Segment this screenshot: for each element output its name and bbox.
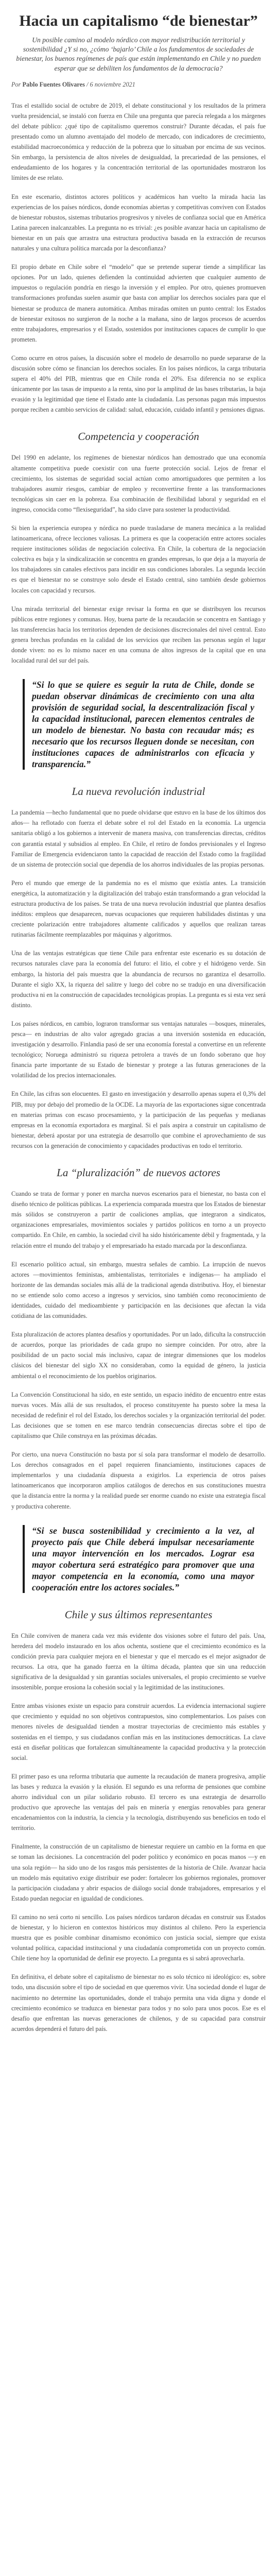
paragraph: El camino no será corto ni sencillo. Los países nórdicos tardaron décadas en construir sus Estados de bienestar, y lo hicieron en contextos históricos muy distintos al chileno. Pero la experiencia muestra que es posible combinar dinamismo económico con justicia social, siempre que exista voluntad política, capacidad institucional y una ciudadanía comprometida con un proyecto común. Chile tiene hoy la oportunidad de definir ese proyecto. La pregunta es si sabrá aprovecharla. [11,1913,266,1962]
body-block-1 [11,100,266,415]
body-block-4 [11,1189,266,1512]
paragraph: Una mirada territorial del bienestar exige revisar la forma en que se distribuyen los recursos públicos entre regiones y comunas. Hoy, buena parte de la recaudación se concentra en Santiago y las transferencias hacia los territorios dependen de decisiones discrecionales del nivel central. Esto genera brechas profundas en la calidad de los servicios que reciben las personas según el lugar donde viven: no es lo mismo nacer en una comuna de altos ingresos de la capital que en una localidad rural del sur del país. [11,605,266,665]
section-heading-actores: La “pluralización” de nuevos actores [57,1166,220,1179]
paragraph: En Chile conviven de manera cada vez más evidente dos visiones sobre el futuro del país. Una, heredera del modelo instaurado en los años ochenta, sostiene que el crecimiento económico es la condición previa para cualquier mejora en el bienestar y que el mercado es el mejor asignador de recursos. La otra, que ha ganado fuerza en la última década, plantea que sin una reducción significativa de la desigualdad y sin garantías sociales universales, el propio crecimiento se vuelve insostenible, porque erosiona la cohesión social y la legitimidad de las instituciones. [11,1632,266,1691]
article-byline [11,80,266,89]
body-block-3 [11,807,266,1151]
byline-label: Por [11,80,21,88]
paragraph: El primer paso es una reforma tributaria que aumente la recaudación de manera progresiva, amplíe las bases y reduzca la evasión y la elusión. El segundo es una reforma de pensiones que combine ahorro individual con un pilar solidario robusto. El tercero es una estrategia de desarrollo productivo que aproveche las ventajas del país en minería y energías renovables para generar encadenamientos con la industria, la ciencia y la tecnología, distribuyendo sus beneficios en todo el territorio. [11,1772,266,1832]
paragraph: Una de las ventajas estratégicas que tiene Chile para enfrentar este escenario es su dotación de recursos naturales clave para la economía del futuro: el litio, el cobre y el hidrógeno verde. Sin embargo, la historia del país muestra que la abundancia de recursos no garantiza el desarrollo. Durante el siglo XX, la riqueza del salitre y luego del cobre no se tradujo en una diversificación productiva ni en la construcción de capacidades tecnológicas propias. La pregunta es si esta vez será distinto. [11,950,266,1009]
paragraph: Finalmente, la construcción de un capitalismo de bienestar requiere un cambio en la forma en que se toman las decisiones. La concentración del poder político y económico en pocas manos —y en una sola región— ha sido uno de los rasgos más persistentes de la historia de Chile. Avanzar hacia un modelo más equitativo exige distribuir ese poder: fortalecer los gobiernos regionales, promover la participación ciudadana y abrir espacios de diálogo social donde trabajadores, empresarios y el Estado puedan negociar en igualdad de condiciones. [11,1843,266,1902]
paragraph: En Chile, las cifras son elocuentes. El gasto en investigación y desarrollo apenas supera el 0,3% del PIB, muy por debajo del promedio de la OCDE. La mayoría de las exportaciones sigue concentrada en materias primas con escaso procesamiento, y la participación de las pequeñas y medianas empresas en la economía exportadora es marginal. Si el país aspira a construir un capitalismo de bienestar, deberá apostar por una estrategia de desarrollo que combine el aprovechamiento de sus recursos con la generación de conocimiento y capacidades productivas en todo el territorio. [11,1090,266,1149]
section-heading-competencia: Competencia y cooperación [78,430,199,443]
paragraph: Si bien la experiencia europea y nórdica no puede trasladarse de manera mecánica a la realidad latinoamericana, ofrece lecciones valiosas. La primera es que la cooperación entre actores sociales requiere instituciones sólidas de negociación colectiva. En Chile, la cobertura de la negociación colectiva es baja y la sindicalización se concentra en grandes empresas, lo que deja a la mayoría de los trabajadores sin canales efectivos para incidir en sus condiciones laborales. La segunda lección es que el bienestar no se construye solo desde el Estado central, sino también desde gobiernos locales con capacidad y recursos. [11,524,266,594]
paragraph: Entre ambas visiones existe un espacio para construir acuerdos. La evidencia internacional sugiere que crecimiento y equidad no son objetivos contrapuestos, sino complementarios. Los países con menores niveles de desigualdad tienden a mostrar trayectorias de crecimiento más estables y sostenidas en el tiempo, y sus ciudadanos confían más en las instituciones democráticas. La clave está en diseñar políticas que fortalezcan simultáneamente la capacidad productiva y la protección social. [11,1702,266,1761]
section-heading-revolucion: La nueva revolución industrial [72,785,205,798]
paragraph: Cuando se trata de formar y poner en marcha nuevos escenarios para el bienestar, no basta con el diseño técnico de políticas públicas. La experiencia comparada muestra que los Estados de bienestar más sólidos se construyeron a partir de coaliciones amplias, que integraron a sindicatos, organizaciones empresariales, movimientos sociales y partidos políticos en torno a un proyecto compartido. En Chile, en cambio, la sociedad civil ha sido históricamente débil y fragmentada, y la relación entre el mundo del trabajo y el empresariado ha estado marcada por la desconfianza. [11,1190,266,1249]
paragraph: El escenario político actual, sin embargo, muestra señales de cambio. La irrupción de nuevos actores —movimientos feministas, ambientalistas, territoriales e indígenas— ha ampliado el horizonte de las demandas sociales más allá de la tradicional agenda distributiva. Hoy, el bienestar no se entiende solo como acceso a ingresos y servicios, sino también como reconocimiento de identidades, cuidado del medioambiente y participación en las decisiones que afectan la vida cotidiana de las comunidades. [11,1260,266,1320]
article-lede: Un posible camino al modelo nórdico con mayor redistribución territorial y sostenibilidad ¿Y si no, ¿cómo ‘bajarlo’ Chile a los fundamentos de sociedades de bienestar, los buenos regímenes de país que están implementando en Chile y no pueden esperar que se debiliten los fundamentos de la democracia? [16,36,261,72]
paragraph: El propio debate en Chile sobre el “modelo” que se pretende superar tiende a simplificar las opciones. Por un lado, quienes defienden la continuidad advierten que cualquier aumento de impuestos o regulación pondría en riesgo la inversión y el empleo. Por otro, quienes promueven transformaciones profundas suelen asumir que basta con ampliar los derechos sociales para que el bienestar se produzca de manera automática. Ambas miradas omiten un punto central: los Estados de bienestar exitosos no surgieron de la noche a la mañana, sino de largos procesos de acuerdos entre trabajadores, empresarios y el Estado, sostenidos por instituciones capaces de cumplir lo que prometen. [11,263,266,343]
paragraph: Como ocurre en otros países, la discusión sobre el modelo de desarrollo no puede separarse de la discusión sobre cómo se financian los derechos sociales. En los países nórdicos, la carga tributaria supera el 40% del PIB, mientras que en Chile ronda el 20%. Esa diferencia no se explica únicamente por las tasas de impuesto a la renta, sino por la amplitud de las bases tributarias, la baja evasión y la legitimidad que tiene el Estado ante la ciudadanía. Las personas pagan más impuestos porque reciben a cambio servicios de calidad: salud, educación, cuidado infantil y pensiones dignas. [11,354,266,414]
paragraph: La Convención Constitucional ha sido, en este sentido, un espacio inédito de encuentro entre estas nuevas voces. Más allá de sus resultados, el proceso constituyente ha puesto sobre la mesa la necesidad de redefinir el rol del Estado, los derechos sociales y la organización territorial del poder. Las decisiones que se tomen en ese marco tendrán consecuencias directas sobre el tipo de capitalismo que Chile construya en las próximas décadas. [11,1391,266,1439]
body-block-2 [11,452,266,666]
article-title: Hacia un capitalismo “de bienestar” [19,12,258,29]
section-heading-chile: Chile y sus últimos representantes [64,1608,213,1621]
pull-quote-1: “Si lo que se quiere es seguir la ruta de Chile, donde se puedan observar dinámicas de crecimiento con una alta provisión de seguridad social, la descentralización fiscal y la capacidad institucional, parecen elementos centrales de un modelo de bienestar. No basta con recaudar más; es necesario que los recursos lleguen donde se necesitan, con instituciones capaces de administrarlos con eficacia y transparencia.” [23,679,254,770]
paragraph: En este escenario, distintos actores políticos y académicos han vuelto la mirada hacia las experiencias de los países nórdicos, donde economías abiertas y competitivas conviven con Estados de bienestar robustos, sistemas tributarios progresivos y niveles de confianza social que en América Latina parecen inalcanzables. La pregunta no es trivial: ¿es posible avanzar hacia un capitalismo de bienestar en un país que arrastra una estructura productiva basada en la extracción de recursos naturales y una cultura política marcada por la desconfianza? [11,193,266,252]
paragraph: Por cierto, una nueva Constitución no basta por sí sola para transformar el modelo de desarrollo. Los derechos consagrados en el papel requieren financiamiento, instituciones capaces de implementarlos y una ciudadanía dispuesta a exigirlos. La experiencia de otros países latinoamericanos que incorporaron amplios catálogos de derechos en sus constituciones muestra que la distancia entre la norma y la realidad puede ser enorme cuando no existe una estrategia fiscal y productiva coherente. [11,1451,266,1510]
paragraph: Los países nórdicos, en cambio, lograron transformar sus ventajas naturales —bosques, minerales, pesca— en industrias de alto valor agregado gracias a una inversión sostenida en educación, investigación y desarrollo. Finlandia pasó de ser una economía forestal a convertirse en un referente tecnológico; Noruega administró su riqueza petrolera a través de un fondo soberano que hoy financia parte importante de su Estado de bienestar y protege a las futuras generaciones de la volatilidad de los precios internacionales. [11,1020,266,1079]
paragraph: Tras el estallido social de octubre de 2019, el debate constitucional y los resultados de la primera vuelta presidencial, se instaló con fuerza en Chile una pregunta que parecía relegada a los márgenes del debate público: ¿qué tipo de capitalismo queremos construir? Durante décadas, el país fue presentado como un alumno aventajado del modelo de mercado, con indicadores de crecimiento, estabilidad macroeconómica y reducción de la pobreza que lo situaban por encima de sus vecinos. Sin embargo, la persistencia de altos niveles de desigualdad, la precariedad de las pensiones, el endeudamiento de los hogares y la concentración territorial de las oportunidades mostraron los límites de ese relato. [11,101,266,182]
paragraph: Pero el mundo que emerge de la pandemia no es el mismo que existía antes. La transición energética, la automatización y la digitalización del trabajo están transformando a gran velocidad la estructura productiva de los países. Se trata de una nueva revolución industrial que plantea desafíos inéditos: empleos que desaparecen, nuevas ocupaciones que requieren habilidades distintas y una creciente polarización entre trabajadores altamente calificados y aquellos que realizan tareas rutinarias fácilmente reemplazables por máquinas y algoritmos. [11,879,266,939]
paragraph: La pandemia —hecho fundamental que no puede olvidarse que estuvo en la base de los últimos dos años— ha reflotado con fuerza el debate sobre el rol del Estado en la economía. La urgencia sanitaria obligó a los gobiernos a intervenir de manera masiva, con transferencias directas, créditos con garantía estatal y subsidios al empleo. En Chile, el retiro de fondos previsionales y el Ingreso Familiar de Emergencia evidenciaron tanto la capacidad de reacción del Estado como la fragilidad de un sistema de protección social que dependía de los ahorros individuales de las propias personas. [11,809,266,868]
paragraph: Esta pluralización de actores plantea desafíos y oportunidades. Por un lado, dificulta la construcción de acuerdos, porque las prioridades de cada grupo no siempre coinciden. Por otro, abre la posibilidad de un pacto social más inclusivo, capaz de integrar dimensiones que los modelos clásicos del bienestar del siglo XX no consideraban, como la equidad de género, la justicia ambiental o el reconocimiento de los pueblos originarios. [11,1331,266,1380]
pull-quote-2: “Si se busca sostenibilidad y crecimiento a la vez, al proyecto país que Chile deberá impulsar necesariamente una mayor intervención en los mercados. Lograr esa mayor cobertura será estratégico para promover que una mayor competencia en la economía, como una mayor cooperación entre los actores sociales.” [23,1525,254,1593]
body-block-5 [11,1631,266,2034]
paragraph: Del 1990 en adelante, los regímenes de bienestar nórdicos han demostrado que una economía altamente competitiva puede coexistir con una fuerte protección social. Lejos de frenar el crecimiento, los sistemas de seguridad social actúan como amortiguadores que permiten a los trabajadores asumir riesgos, cambiar de empleo y reconvertirse frente a las transformaciones tecnológicas sin caer en la pobreza. Esa combinación de flexibilidad laboral y seguridad en el ingreso, conocida como “flexiseguridad”, ha sido clave para sostener la productividad. [11,454,266,513]
paragraph: En definitiva, el debate sobre el capitalismo de bienestar no es solo técnico ni ideológico: es, sobre todo, una discusión sobre el tipo de sociedad en que queremos vivir. Una sociedad donde el lugar de nacimiento no determine las oportunidades, donde el trabajo permita una vida digna y donde el crecimiento económico se traduzca en bienestar para todos y no solo para unos pocos. Ese es el desafío que enfrentan las nuevas generaciones de chilenos, y de su capacidad para construir acuerdos dependerá el futuro del país. [11,1973,266,2032]
byline-date: / 6 noviembre 2021 [86,80,135,88]
byline-author[interactable]: Pablo Fuentes Olivares [22,80,85,88]
